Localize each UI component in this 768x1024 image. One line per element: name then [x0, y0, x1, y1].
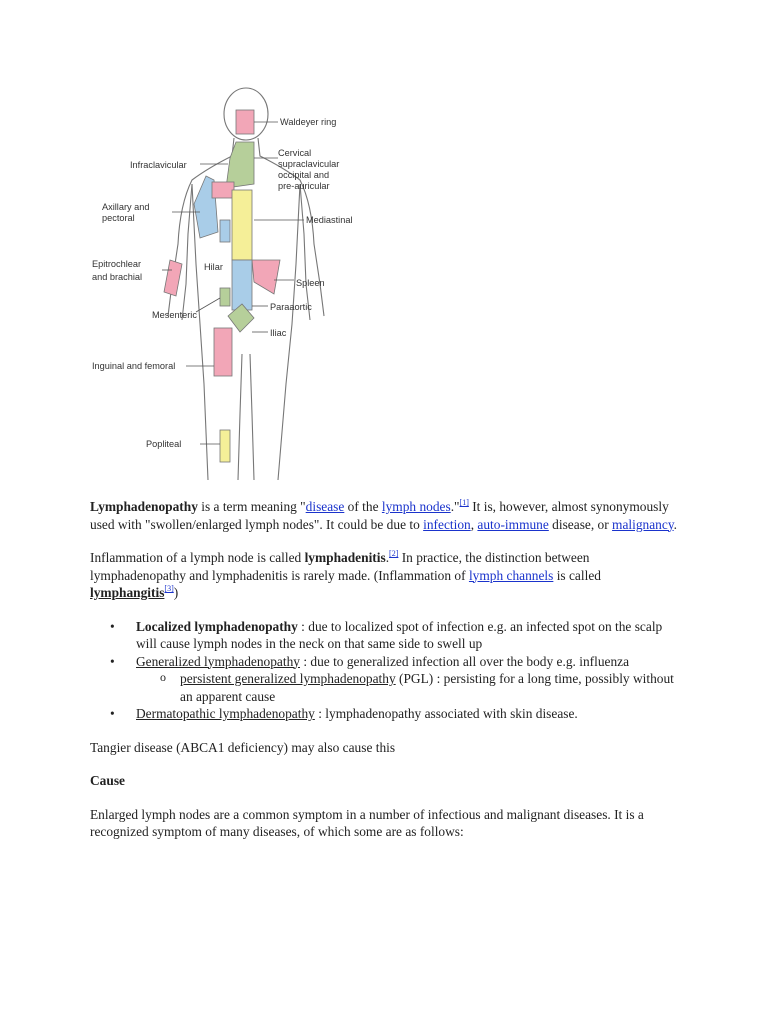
- label-inguinal: Inguinal and femoral: [92, 361, 176, 371]
- link-auto-immune[interactable]: auto-immune: [477, 516, 549, 532]
- intro-text-4: It is, however, almost synonymously used with "swollen/enlarged lymph nodes". It could be due to: [90, 499, 669, 532]
- list-item-localized: [136, 618, 680, 653]
- mediastinal-region: [232, 190, 252, 260]
- term-pgl: persistent generalized lymphadenopathy: [180, 671, 396, 686]
- intro-text-2: of the: [344, 499, 382, 514]
- label-cervical-2: supraclavicular: [278, 159, 340, 169]
- label-epitrochlear-2: and brachial: [92, 272, 143, 282]
- cervical-region: [226, 142, 254, 188]
- inflam-text-3: In practice, the distinction between lymphadenopathy and lymphadenitis is rarely made. (Inflammation of: [90, 550, 590, 583]
- link-infection[interactable]: infection: [423, 516, 471, 532]
- inflam-text-2: .: [385, 550, 390, 565]
- term-lymphadenitis: lymphadenitis: [304, 550, 386, 565]
- label-iliac: Iliac: [270, 328, 287, 338]
- pgl-text: (PGL) : persisting for a long time, possibly without an apparent cause: [180, 671, 674, 704]
- waldeyer-ring-region: [236, 110, 254, 134]
- hilar-region: [220, 220, 230, 242]
- epitrochlear-region: [164, 260, 182, 296]
- spleen-region: [252, 260, 280, 294]
- term-lymphangitis: lymphangitis: [90, 585, 165, 600]
- label-popliteal: Popliteal: [146, 439, 182, 449]
- ref-2-link[interactable]: [2]: [389, 549, 399, 558]
- label-hilar: Hilar: [204, 262, 223, 272]
- cause-heading: Cause: [90, 773, 125, 788]
- intro-text-5: ,: [470, 516, 478, 532]
- dermatopathic-text: : lymphadenopathy associated with skin disease.: [314, 706, 578, 721]
- label-infraclavicular: Infraclavicular: [130, 160, 187, 170]
- label-cervical-3: occipital and: [278, 170, 330, 180]
- list-item-pgl: [180, 670, 680, 705]
- intro-text-7: .: [673, 516, 678, 532]
- ref-3-link[interactable]: [3]: [164, 584, 174, 593]
- label-axillary-1: Axillary and: [102, 202, 150, 212]
- list-item-generalized: [136, 653, 680, 706]
- link-lymph-nodes[interactable]: lymph nodes: [381, 499, 451, 514]
- lymph-node-diagram-svg: [88, 84, 368, 484]
- term-localized: Localized lymphadenopathy: [136, 618, 298, 634]
- cause-paragraph: Enlarged lymph nodes are a common symptom in a number of infectious and malignant diseases. It is a recognized symptom of many diseases, of which some are as follows:: [90, 806, 644, 839]
- label-cervical-4: pre-auricular: [278, 181, 330, 191]
- inflam-text-1: Inflammation of a lymph node is called: [90, 550, 305, 565]
- infraclavicular-region: [212, 182, 234, 198]
- inflammation-paragraph: [90, 549, 680, 602]
- link-lymph-channels[interactable]: lymph channels: [468, 567, 554, 583]
- inflam-text-5: ): [173, 585, 179, 600]
- generalized-sublist: [136, 670, 680, 705]
- intro-text-1: is a term meaning ": [197, 499, 306, 514]
- ref-1-link[interactable]: [1]: [459, 498, 469, 507]
- term-dermatopathic: Dermatopathic lymphadenopathy: [136, 706, 315, 721]
- intro-text-3: .": [450, 499, 460, 514]
- label-mediastinal: Mediastinal: [306, 215, 353, 225]
- localized-text: : due to localized spot of infection e.g. an infected spot on the scalp will cause lymph nodes in the neck on that same side to swell up: [136, 618, 663, 651]
- popliteal-region: [220, 430, 230, 462]
- inguinal-region: [214, 328, 232, 376]
- label-waldeyer-ring: Waldeyer ring: [280, 117, 337, 127]
- link-disease[interactable]: disease: [305, 499, 345, 514]
- term-generalized: Generalized lymphadenopathy: [136, 653, 300, 669]
- mesenteric-region: [220, 288, 230, 306]
- types-list: [90, 618, 680, 723]
- paraaortic-region: [232, 260, 252, 310]
- label-spleen: Spleen: [296, 278, 325, 288]
- inflam-text-4: is called: [553, 567, 601, 583]
- term-lymphadenopathy: Lymphadenopathy: [90, 499, 198, 514]
- label-epitrochlear-1: Epitrochlear: [92, 259, 142, 269]
- intro-text-6: disease, or: [548, 516, 613, 532]
- label-paraaortic: Paraaortic: [270, 302, 312, 312]
- tangier-paragraph: Tangier disease (ABCA1 deficiency) may also cause this: [90, 739, 396, 755]
- list-item-dermatopathic: [136, 705, 680, 723]
- link-malignancy[interactable]: malignancy: [612, 516, 674, 532]
- label-axillary-2: pectoral: [102, 213, 135, 223]
- lymph-node-diagram: [88, 84, 368, 484]
- intro-paragraph: [90, 498, 680, 533]
- generalized-text: : due to generalized infection all over the body e.g. influenza: [299, 653, 630, 669]
- article-body: [90, 498, 680, 857]
- label-mesenteric: Mesenteric: [152, 310, 197, 320]
- label-cervical-1: Cervical: [278, 148, 312, 158]
